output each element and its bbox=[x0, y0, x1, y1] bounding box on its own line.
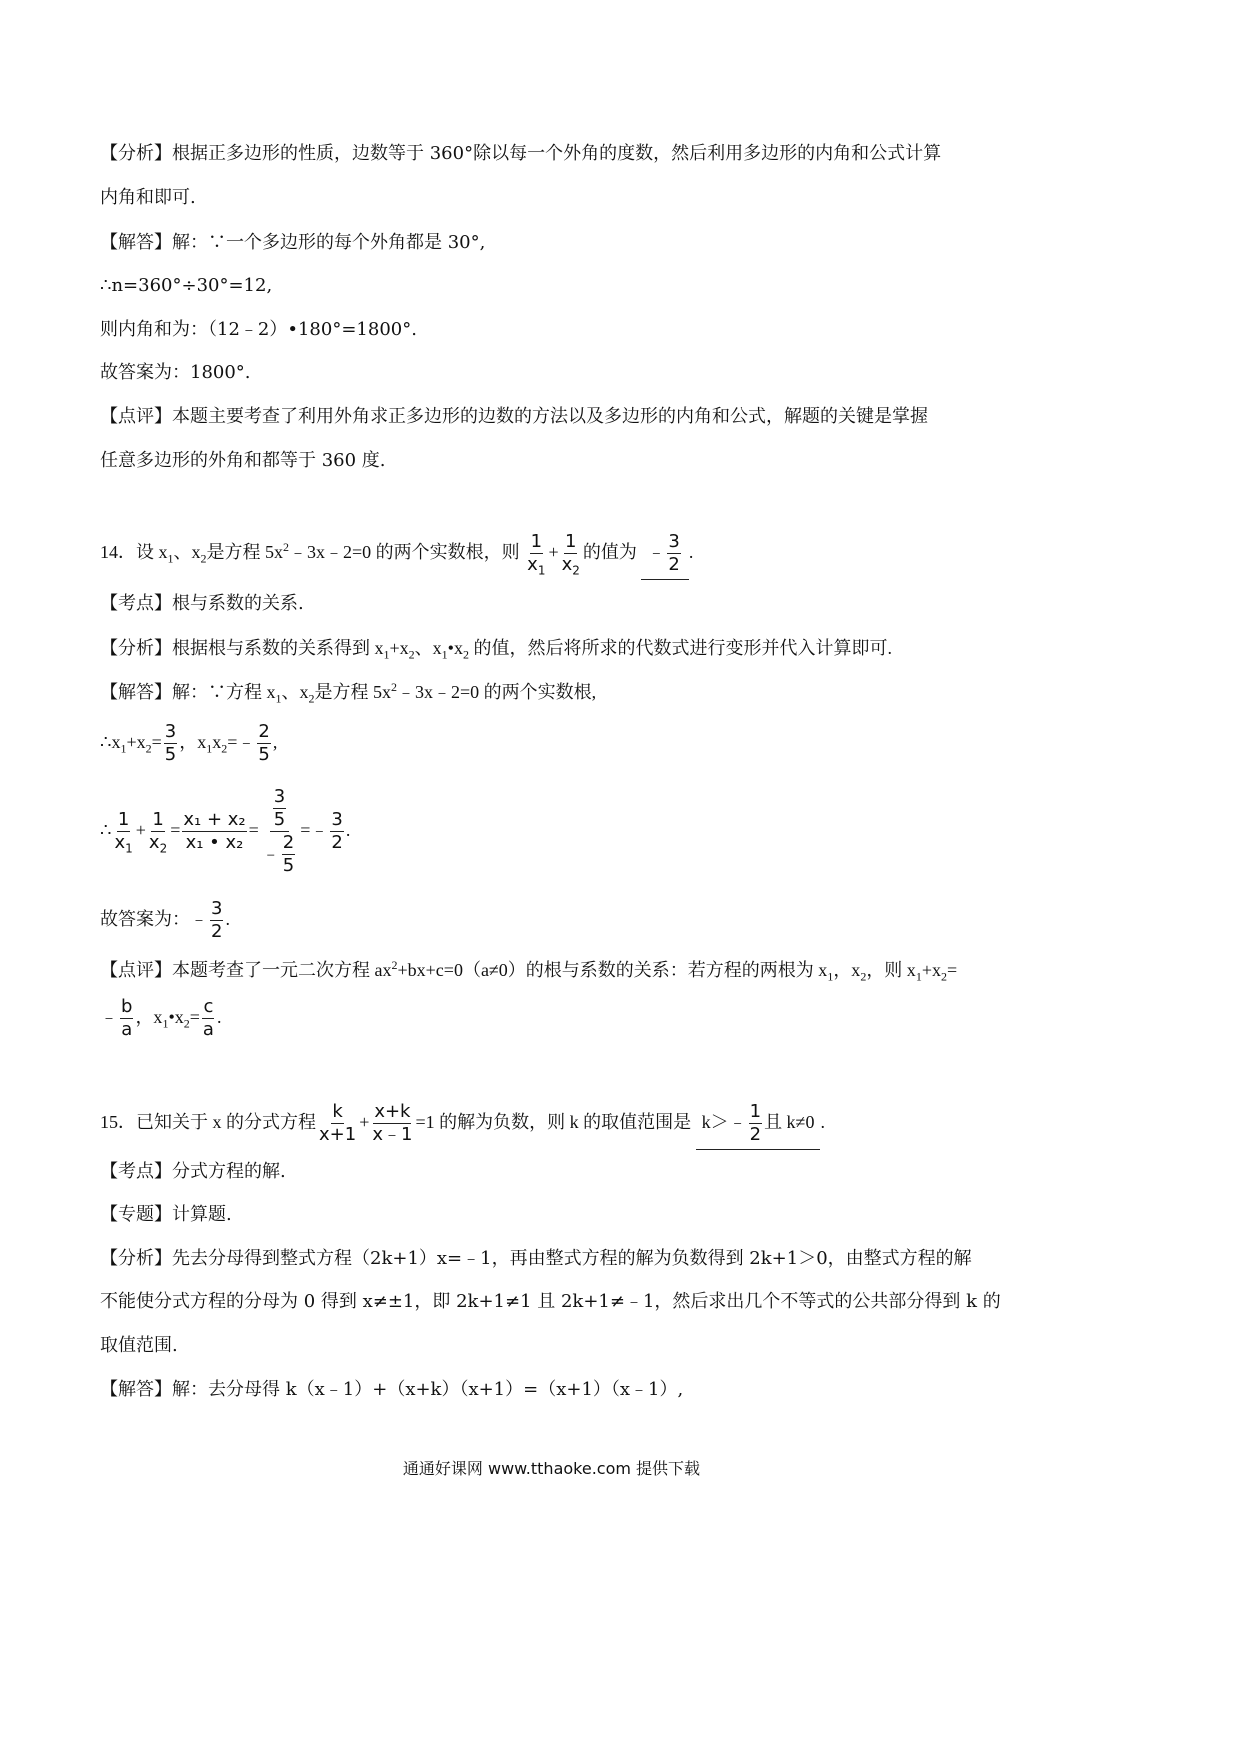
fraction-b-a: $\frac{b}{a}$ bbox=[121, 996, 133, 1041]
kaodian-label: 【考点】 bbox=[100, 593, 172, 614]
fraction-x-plus-k-over-x-minus-1: $\frac{x+k}{x﹣1}$ bbox=[372, 1101, 413, 1146]
q14-answer-blank: ﹣ $\frac{3}{2}$ bbox=[641, 525, 688, 580]
s13-solution bbox=[100, 229, 485, 257]
solution-label: 【解答】 bbox=[100, 682, 172, 702]
q14-comment-cont: ﹣ $\frac{b}{a}$ ，$x_1•x_2=$ $\frac{c}{a}$ . bbox=[100, 996, 222, 1041]
analysis-label: 【分析】 bbox=[100, 638, 172, 658]
q14-step-result: ∴ $\frac{1}{x_1}$ + $\frac{1}{x_2}$ = $\frac{\text{x₁ + x₂}}{\text{x₁ • x₂}}$ = $\frac{3}{5}$ ﹣ $\frac{2}{5}$ =﹣ $\frac{3}{2}$ . bbox=[100, 786, 351, 877]
analysis-text: 根据正多边形的性质，边数等于 360°除以每一个外角的度数，然后利用多边形的内角和公式计算 bbox=[172, 143, 942, 164]
q14-step-vieta: $\therefore x_1+x_2=$ $\frac{3}{5}$ ，$x_1x_2=﹣$ $\frac{2}{5}$ , bbox=[100, 721, 278, 766]
s13-analysis-cont: 内角和即可. bbox=[100, 187, 196, 208]
comment-label: 【点评】 bbox=[100, 960, 172, 980]
q14-answer: 故答案为：﹣ $\frac{3}{2}$ . bbox=[100, 898, 230, 943]
fraction-k-over-x-plus-1: $\frac{k}{x+1}$ bbox=[319, 1101, 357, 1146]
q14-comment: 【点评】本题考查了一元二次方程 $ax^2+bx+c=0(a\ne 0)$的根与系数的关系：若方程的两根为 $x_1$，$x_2$，则 $x_1+x_2=$ bbox=[100, 958, 958, 984]
zhuanti-label: 【专题】 bbox=[100, 1204, 172, 1225]
s13-comment bbox=[100, 403, 928, 431]
comment-label: 【点评】 bbox=[100, 406, 172, 427]
q15-statement: 15．已知关于 x 的分式方程 $\frac{k}{x+1}$ + $\frac{x+k}{x﹣1}$ =1 的解为负数，则 k 的取值范围是 k＞﹣ $\frac{1}{2}$ 且 k≠0 . bbox=[100, 1095, 825, 1150]
fraction-1-over-x1: $\frac{1}{x_1}$ bbox=[527, 531, 546, 578]
page-footer: 通通好课网 www.tthaoke.com 提供下载 bbox=[402, 1459, 701, 1478]
q14-analysis: 【分析】根据根与系数的关系得到 $x_1+x_2$、$x_1•x_2$ 的值，然后将所求的代数式进行变形并代入计算即可. bbox=[100, 638, 892, 662]
fraction-c-a: $\frac{c}{a}$ bbox=[202, 996, 214, 1041]
q15-zhuanti: 【专题】计算题. bbox=[100, 1204, 232, 1225]
fraction-3-2: $\frac{3}{2}$ bbox=[331, 809, 343, 854]
solution-text: 解：∵一个多边形的每个外角都是 30°, bbox=[172, 232, 486, 253]
q14-kaodian: 【考点】根与系数的关系. bbox=[100, 593, 304, 614]
q15-solution: 【解答】解：去分母得 k（x﹣1）+（x+k）（x+1）=（x+1）（x﹣1）, bbox=[100, 1379, 684, 1400]
fraction-1-over-x2: $\frac{1}{x_2}$ bbox=[561, 531, 580, 578]
analysis-label: 【分析】 bbox=[100, 1248, 172, 1269]
q14-solution: 【解答】解：∵方程 $x_1$、$x_2$是方程 $5x^2﹣3x﹣2=0$ 的两个实数根, bbox=[100, 680, 597, 706]
fraction-3-2: $\frac{3}{2}$ bbox=[211, 898, 223, 943]
comment-text: 本题主要考查了利用外角求正多边形的边数的方法以及多边形的内角和公式，解题的关键是掌握 bbox=[172, 406, 928, 427]
s13-analysis bbox=[100, 140, 941, 168]
complex-fraction: $\frac{3}{5}$ ﹣ $\frac{2}{5}$ bbox=[261, 786, 295, 877]
analysis-label: 【分析】 bbox=[100, 143, 172, 164]
fraction-1-over-x2: $\frac{1}{x_2}$ bbox=[148, 809, 168, 856]
fraction-sum-over-product: $\frac{\text{x₁ + x₂}}{\text{x₁ • x₂}}$ bbox=[183, 809, 246, 854]
s13-step-sum: 则内角和为：（12﹣2）•180°=1800°. bbox=[100, 319, 417, 340]
fraction-2-5: $\frac{2}{5}$ bbox=[258, 721, 270, 766]
s13-step-n: ∴n=360°÷30°=12, bbox=[100, 275, 273, 296]
q15-analysis: 【分析】先去分母得到整式方程（2k+1）x=﹣1，再由整式方程的解为负数得到 2k+1＞0，由整式方程的解 bbox=[100, 1248, 972, 1269]
q15-answer-blank: k＞﹣ $\frac{1}{2}$ 且 k≠0 bbox=[696, 1095, 821, 1150]
s13-comment-cont: 任意多边形的外角和都等于 360 度. bbox=[100, 450, 386, 471]
fraction-1-over-x1: $\frac{1}{x_1}$ bbox=[114, 809, 133, 856]
q15-analysis-cont2: 取值范围. bbox=[100, 1335, 178, 1356]
solution-label: 【解答】 bbox=[100, 1379, 172, 1400]
q15-kaodian: 【考点】分式方程的解. bbox=[100, 1161, 286, 1182]
q14-statement: 14．设 $x_1$、$x_2$是方程 $5x^2﹣3x﹣2=0$ 的两个实数根，则 $\frac{1}{x_1}$ + $\frac{1}{x_2}$ 的值为 ﹣ $\frac{3}{2}$ . bbox=[100, 525, 693, 580]
kaodian-label: 【考点】 bbox=[100, 1161, 172, 1182]
q15-analysis-cont: 不能使分式方程的分母为 0 得到 x≠±1，即 2k+1≠1 且 2k+1≠﹣1，然后求出几个不等式的公共部分得到 k 的 bbox=[100, 1291, 1001, 1312]
s13-answer: 故答案为：1800°. bbox=[100, 362, 251, 383]
solution-label: 【解答】 bbox=[100, 232, 172, 253]
fraction-3-5: $\frac{3}{5}$ bbox=[164, 721, 177, 766]
